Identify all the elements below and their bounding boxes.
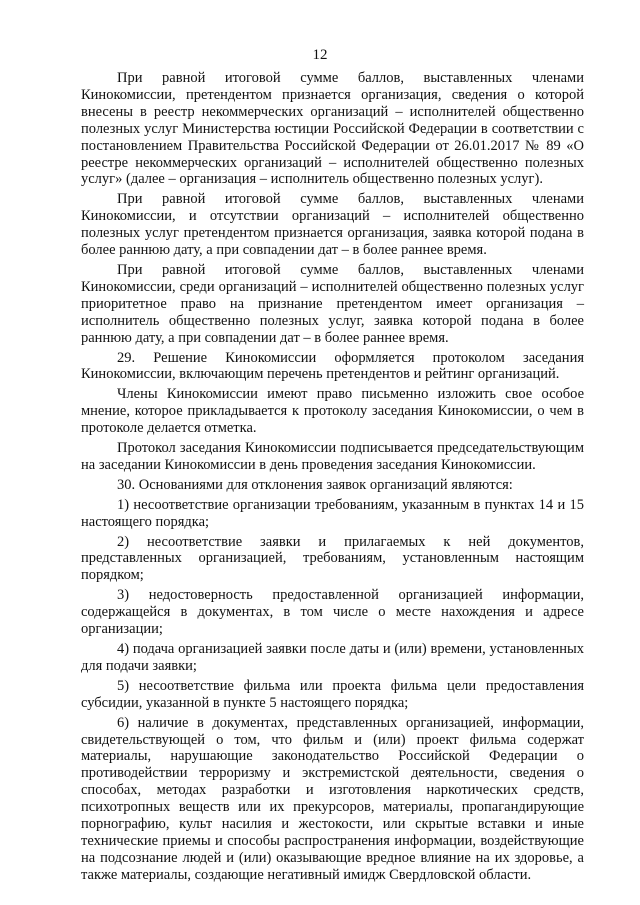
paragraph: При равной итоговой сумме баллов, выставленных членами Кинокомиссии, претендентом признается организация, сведения о которой внесены в реестр некоммерческих организаций – исполнителей общественно полезных услуг Министерства юстиции Российской Федерации в соответствии с постановлением Правительства Российской Федерации от 26.01.2017 № 89 «О реестре некоммерческих организаций – исполнителей общественно полезных услуг» (далее – организация – исполнитель общественно полезных услуг). [81,70,584,188]
list-item: 1) несоответствие организации требованиям, указанным в пунктах 14 и 15 настоящего порядка; [81,496,584,530]
paragraph: Протокол заседания Кинокомиссии подписывается председательствующим на заседании Кинокомиссии в день проведения заседания Кинокомиссии. [81,440,584,473]
paragraph: Члены Кинокомиссии имеют право письменно изложить свое особое мнение, которое прикладывается к протоколу заседания Кинокомиссии, о чем в протоколе делается отметка. [81,386,584,437]
paragraph: 29. Решение Кинокомиссии оформляется протоколом заседания Кинокомиссии, включающим перечень претендентов и рейтинг организаций. [81,349,584,383]
paragraph: При равной итоговой сумме баллов, выставленных членами Кинокомиссии, среди организаций – исполнителей общественно полезных услуг приоритетное право на признание претендентом имеет организация – исполнитель общественно полезных услуг, заявка которой подана в более раннюю дату, а при совпадении дат – в более раннее время. [81,261,584,346]
list-item: 3) недостоверность предоставленной организацией информации, содержащейся в документах, в том числе о месте нахождения и адресе организации; [81,587,584,638]
list-item: 4) подача организацией заявки после даты и (или) времени, установленных для подачи заявки; [81,641,584,674]
list-item: 2) несоответствие заявки и прилагаемых к ней документов, представленных организацией, требованиям, установленным настоящим порядком; [81,533,584,584]
document-body [81,70,584,887]
paragraph: 30. Основаниями для отклонения заявок организаций являются: [117,476,513,493]
page-number: 12 [312,47,328,63]
list-item: 5) несоответствие фильма или проекта фильма цели предоставления субсидии, указанной в пункте 5 настоящего порядка; [81,677,584,711]
paragraph: При равной итоговой сумме баллов, выставленных членами Кинокомиссии, и отсутствии организаций – исполнителей общественно полезных услуг претендентом признается организация, заявка которой подана в более раннюю дату, а при совпадении дат – в более раннее время. [81,191,584,259]
list-item: 6) наличие в документах, представленных организацией, информации, свидетельствующей о том, что фильм и (или) проект фильма содержат материалы, нарушающие законодательство Российской Федерации о противодействии терроризму и экстремистской деятельности, сведения о способах, методах разработки и изготовления наркотических средств, психотропных веществ или их прекурсоров, материалы, пропагандирующие порнографию, культ насилия и жестокости, или скрытые вставки и иные технические приемы и способы распространения информации, воздействующие на подсознание людей и (или) оказывающие вредное влияние на их здоровье, а также материалы, создающие негативный имидж Свердловской области. [81,714,584,883]
